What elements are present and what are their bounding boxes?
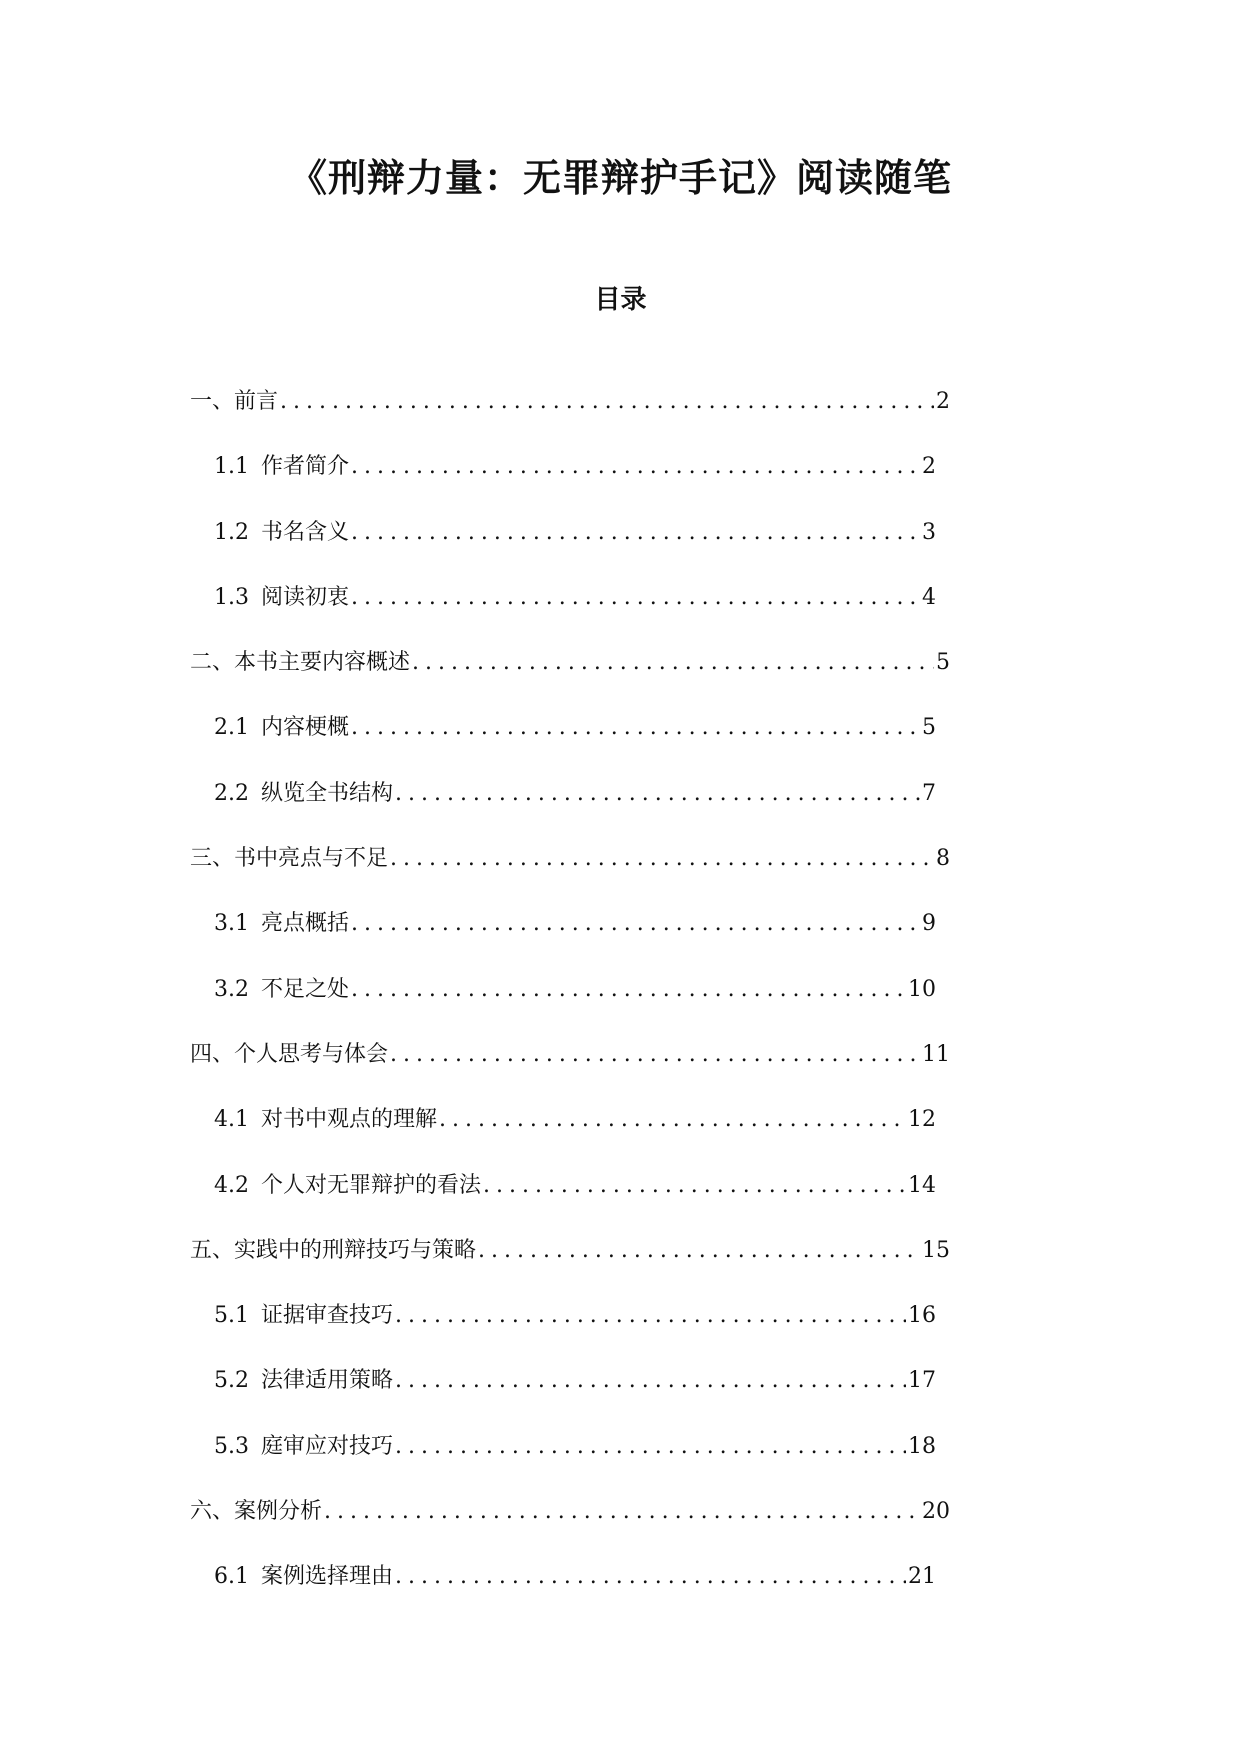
toc-page-number: 18 [908,1433,936,1459]
toc-entry[interactable] [190,1231,950,1296]
toc-dot-leader [351,447,920,487]
toc-entry[interactable] [214,1100,936,1165]
toc-entry-label: 对书中观点的理解 [261,1107,438,1133]
toc-entry-label: 五、实践中的刑辩技巧与策略 [190,1237,477,1263]
toc-entry-label: 阅读初衷 [261,584,350,610]
toc-entry[interactable] [214,708,936,773]
toc-page-number: 2 [922,454,936,480]
toc-entry-label: 庭审应对技巧 [261,1433,394,1459]
toc-page-number: 21 [908,1564,936,1590]
toc-entry-label: 证据审查技巧 [261,1303,394,1329]
toc-heading: 目录 [594,285,647,315]
toc-dot-leader [351,904,920,944]
toc-page-number: 3 [922,519,936,545]
toc-entry-number: 4.1 [214,1107,249,1133]
toc-entry[interactable] [214,1557,936,1622]
toc-dot-leader [478,1231,920,1271]
toc-entry-label: 内容梗概 [261,715,350,741]
toc-dot-leader [390,839,934,879]
toc-entry-label: 三、书中亮点与不足 [190,846,389,872]
toc-dot-leader [395,1361,906,1401]
toc-dot-leader [412,643,934,683]
toc-entry[interactable] [190,382,950,447]
toc-entry[interactable] [214,774,936,839]
toc-entry-number: 3.2 [214,976,249,1002]
toc-page-number: 7 [922,780,936,806]
toc-page-number: 10 [908,976,936,1002]
toc-entry[interactable] [214,578,936,643]
toc-page-number: 5 [936,650,950,676]
toc-page-number: 14 [908,1172,936,1198]
toc-entry[interactable] [214,1361,936,1426]
toc-entry-label: 二、本书主要内容概述 [190,650,411,676]
toc-dot-leader [351,513,920,553]
toc-entry-label: 案例选择理由 [261,1564,394,1590]
toc-entry-label: 六、案例分析 [190,1499,323,1525]
toc-dot-leader [351,970,906,1010]
toc-entry-label: 书名含义 [261,519,350,545]
toc-entry[interactable] [190,1492,950,1557]
toc-page-number: 20 [922,1499,950,1525]
toc-entry-number: 5.1 [214,1303,249,1329]
toc-page-number: 8 [936,846,950,872]
toc-dot-leader [483,1166,906,1206]
toc-entry-number: 6.1 [214,1564,249,1590]
toc-page-number: 12 [908,1107,936,1133]
toc-entry[interactable] [214,513,936,578]
toc-entry[interactable] [190,839,950,904]
toc-entry[interactable] [214,1427,936,1492]
toc-entry[interactable] [214,970,936,1035]
toc-entry-number: 1.1 [214,454,249,480]
toc-page-number: 15 [922,1237,950,1263]
document-title: 《刑辩力量：无罪辩护手记》阅读随笔 [288,156,952,200]
toc-entry-number: 2.2 [214,780,249,806]
toc-dot-leader [395,1557,906,1597]
toc-entry-label: 一、前言 [190,389,279,414]
toc-entry[interactable] [190,643,950,708]
toc-page-number: 5 [922,715,936,741]
toc-entry[interactable] [214,904,936,969]
toc-entry-label: 作者简介 [261,454,350,480]
table-of-contents [0,382,1241,1623]
toc-dot-leader [351,708,920,748]
toc-dot-leader [351,578,920,618]
toc-entry-label: 纵览全书结构 [261,780,394,806]
toc-entry-label: 四、个人思考与体会 [190,1041,389,1067]
toc-entry[interactable] [214,1166,936,1231]
toc-entry-number: 4.2 [214,1172,249,1198]
toc-dot-leader [395,774,920,814]
toc-entry[interactable] [214,1296,936,1361]
toc-dot-leader [439,1100,906,1140]
toc-dot-leader [390,1035,920,1075]
toc-page-number: 17 [908,1368,936,1394]
toc-entry-number: 5.3 [214,1433,249,1459]
toc-entry-number: 2.1 [214,715,249,741]
toc-dot-leader [395,1427,906,1467]
toc-entry-label: 个人对无罪辩护的看法 [261,1172,482,1198]
toc-page-number: 9 [922,911,936,937]
toc-dot-leader [395,1296,906,1336]
toc-dot-leader [324,1492,920,1532]
toc-page-number: 2 [936,389,950,414]
toc-entry-label: 不足之处 [261,976,350,1002]
toc-entry[interactable] [190,1035,950,1100]
toc-entry-label: 亮点概括 [261,911,350,937]
toc-page-number: 11 [922,1041,950,1067]
toc-page-number: 4 [922,584,936,610]
toc-dot-leader [280,382,934,422]
toc-entry-number: 1.2 [214,519,249,545]
toc-page-number: 16 [908,1303,936,1329]
toc-entry-label: 法律适用策略 [261,1368,394,1394]
toc-entry-number: 1.3 [214,584,249,610]
toc-entry-number: 5.2 [214,1368,249,1394]
toc-entry-number: 3.1 [214,911,249,937]
toc-entry[interactable] [214,447,936,512]
